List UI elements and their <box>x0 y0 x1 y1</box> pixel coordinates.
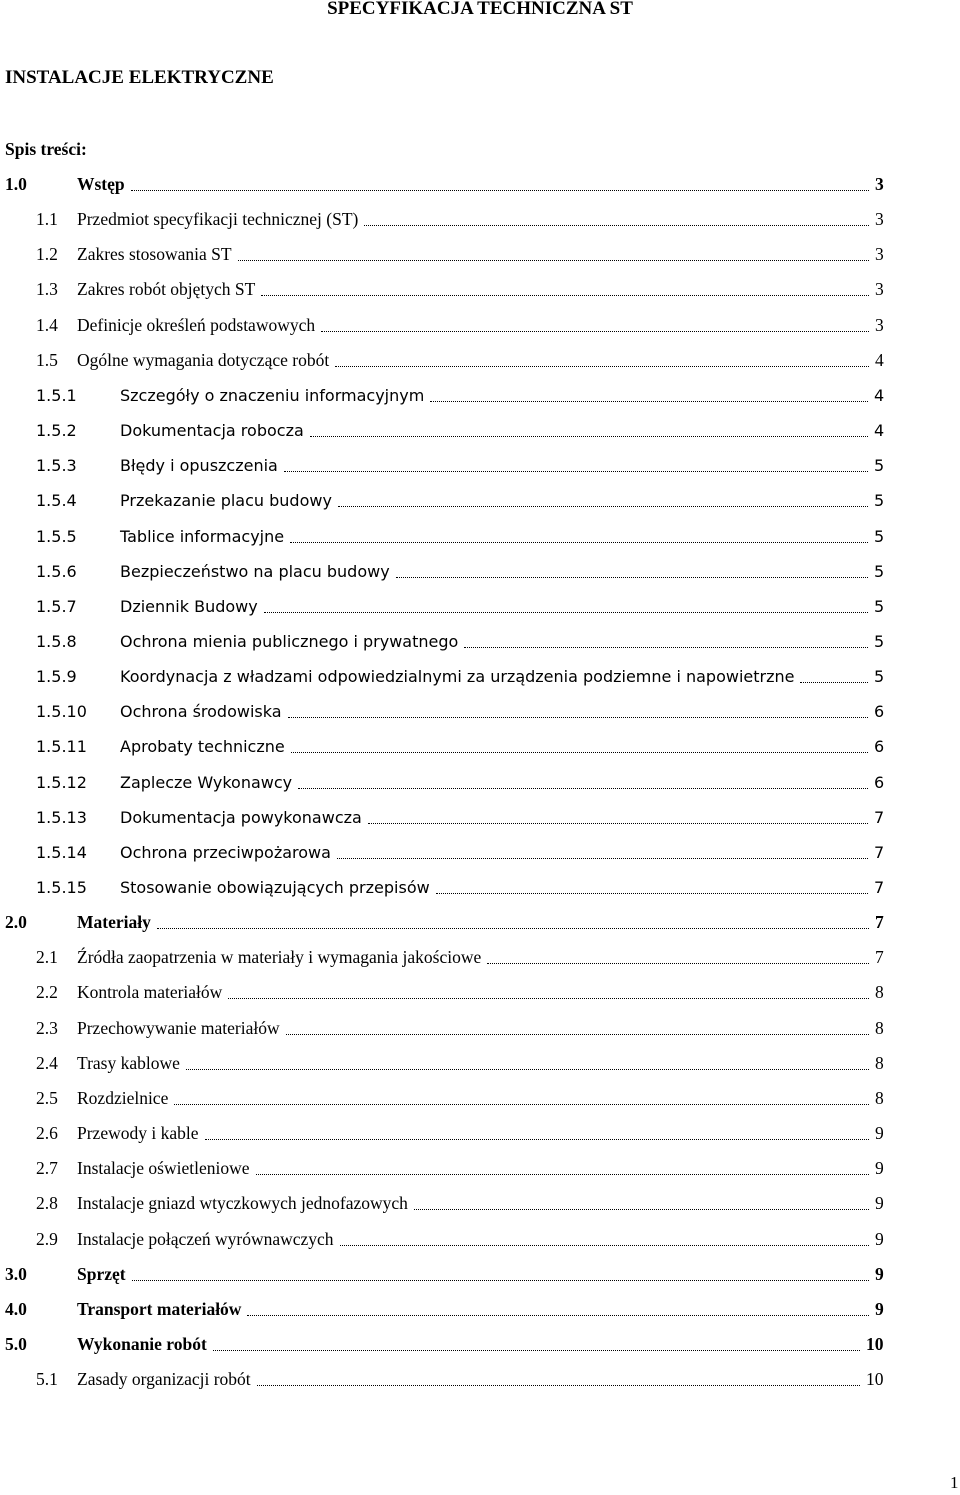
toc-entry-number: 1.2 <box>36 244 58 265</box>
toc-entry-number: 1.5.11 <box>36 737 87 757</box>
toc-entry[interactable] <box>0 1327 960 1362</box>
toc-entry-number: 1.5.15 <box>36 878 87 897</box>
toc-entry-number: 1.5.8 <box>36 631 77 651</box>
toc-entry-page: 10 <box>866 1333 884 1354</box>
toc-dot-leader <box>436 893 868 894</box>
page-number: 1 <box>950 1473 959 1492</box>
toc-entry-page: 9 <box>875 1263 884 1284</box>
toc-dot-leader <box>340 1245 869 1246</box>
toc-entry[interactable] <box>0 1222 960 1257</box>
toc-dot-leader <box>364 225 869 226</box>
toc-dot-leader <box>257 1385 860 1386</box>
toc-entry-title: Ochrona środowiska <box>120 702 282 722</box>
toc-dot-leader <box>205 1139 869 1140</box>
toc-entry-page: 6 <box>874 772 885 792</box>
toc-entry-title: Instalacje oświetleniowe <box>77 1158 250 1179</box>
toc-entry-title: Bezpieczeństwo na placu budowy <box>120 561 390 581</box>
toc-entry[interactable] <box>0 624 960 659</box>
toc-entry-title: Zakres robót objętych ST <box>77 279 256 300</box>
toc-entry-title: Transport materiałów <box>77 1298 242 1319</box>
toc-entry-title: Szczegóły o znaczeniu informacyjnym <box>120 385 425 405</box>
toc-entry-page: 9 <box>875 1123 884 1144</box>
toc-entry[interactable] <box>0 1116 960 1151</box>
toc-entry-number: 1.5.13 <box>36 807 87 827</box>
toc-entry[interactable] <box>0 905 960 940</box>
toc-entry-page: 5 <box>874 667 885 687</box>
toc-entry-title: Ogólne wymagania dotyczące robót <box>77 349 330 370</box>
toc-entry-page: 3 <box>875 314 884 335</box>
toc-entry[interactable] <box>0 800 960 835</box>
toc-entry[interactable] <box>0 413 960 448</box>
toc-entry-page: 5 <box>874 526 885 546</box>
toc-entry-title: Ochrona mienia publicznego i prywatnego <box>120 631 459 651</box>
toc-entry-number: 2.0 <box>5 912 27 933</box>
toc-entry[interactable] <box>0 729 960 764</box>
toc-entry[interactable] <box>0 975 960 1010</box>
toc-entry-title: Źródła zaopatrzenia w materiały i wymagania jakościowe <box>77 947 482 968</box>
toc-entry[interactable] <box>0 448 960 483</box>
toc-entry-title: Zasady organizacji robót <box>77 1369 251 1390</box>
toc-entry[interactable] <box>0 1186 960 1221</box>
toc-dot-leader <box>298 788 868 789</box>
toc-entry-number: 1.5.5 <box>36 526 77 546</box>
toc-entry-number: 1.5.1 <box>36 385 77 405</box>
toc-entry-page: 5 <box>874 596 885 616</box>
toc-entry-number: 2.1 <box>36 947 58 968</box>
toc-entry-page: 4 <box>874 421 885 441</box>
document-subtitle: INSTALACJE ELEKTRYCZNE <box>5 67 274 88</box>
toc-dot-leader <box>291 752 868 753</box>
toc-entry-title: Ochrona przeciwpożarowa <box>120 842 331 862</box>
toc-entry-page: 4 <box>874 385 885 405</box>
toc-entry-page: 8 <box>875 1017 884 1038</box>
toc-entry[interactable] <box>0 659 960 694</box>
toc-entry-number: 1.5.3 <box>36 456 77 476</box>
toc-entry-number: 1.5.4 <box>36 491 77 511</box>
toc-dot-leader <box>261 295 869 296</box>
toc-dot-leader <box>396 577 868 578</box>
toc-dot-leader <box>338 506 868 507</box>
toc-entry[interactable] <box>0 272 960 307</box>
toc-entry-number: 1.0 <box>5 174 27 194</box>
toc-dot-leader <box>286 1034 869 1035</box>
toc-dot-leader <box>310 436 868 437</box>
toc-entry-number: 1.5.12 <box>36 772 87 792</box>
toc-dot-leader <box>368 823 868 824</box>
toc-entry[interactable] <box>0 378 960 413</box>
toc-dot-leader <box>337 858 868 859</box>
toc-entry-page: 7 <box>875 947 884 968</box>
toc-entry-title: Dokumentacja robocza <box>120 421 304 441</box>
toc-entry-page: 8 <box>875 1087 884 1108</box>
toc-dot-leader <box>284 471 868 472</box>
toc-entry-page: 3 <box>875 174 884 194</box>
toc-dot-leader <box>414 1209 869 1210</box>
toc-entry-page: 9 <box>875 1158 884 1179</box>
toc-entry-number: 1.5.2 <box>36 421 77 441</box>
toc-entry-number: 1.3 <box>36 279 58 300</box>
toc-entry-title: Rozdzielnice <box>77 1087 169 1108</box>
toc-dot-leader <box>290 542 868 543</box>
document-title: SPECYFIKACJA TECHNICZNA ST <box>327 0 633 19</box>
toc-dot-leader <box>288 717 868 718</box>
toc-dot-leader <box>430 401 868 402</box>
toc-entry-title: Przewody i kable <box>77 1123 199 1144</box>
toc-entry-title: Koordynacja z władzami odpowiedzialnymi za urządzenia podziemne i napowietrzne <box>120 667 795 687</box>
toc-dot-leader <box>132 1280 869 1281</box>
toc-entry-page: 6 <box>874 737 885 757</box>
toc-entry-title: Definicje określeń podstawowych <box>77 314 316 335</box>
toc-entry-page: 8 <box>875 1052 884 1073</box>
toc-dot-leader <box>264 612 868 613</box>
toc-entry-title: Dokumentacja powykonawcza <box>120 807 362 827</box>
toc-dot-leader <box>464 647 868 648</box>
toc-entry[interactable] <box>0 870 960 905</box>
toc-dot-leader <box>800 682 868 683</box>
toc-entry[interactable] <box>0 765 960 800</box>
toc-dot-leader <box>157 928 869 929</box>
toc-dot-leader <box>256 1174 869 1175</box>
toc-entry-number: 2.5 <box>36 1087 58 1108</box>
toc-dot-leader <box>174 1104 869 1105</box>
toc-entry-number: 1.5 <box>36 349 58 370</box>
toc-entry-page: 3 <box>875 244 884 265</box>
toc-entry-title: Aprobaty techniczne <box>120 737 285 757</box>
toc-entry-page: 7 <box>874 842 885 862</box>
toc-entry-page: 4 <box>875 349 884 370</box>
toc-entry[interactable] <box>0 694 960 729</box>
toc-entry-title: Zakres stosowania ST <box>77 244 232 265</box>
toc-entry[interactable] <box>0 237 960 272</box>
toc-entry-title: Materiały <box>77 912 151 933</box>
toc-entry-number: 3.0 <box>5 1263 27 1284</box>
toc-entry[interactable] <box>0 308 960 343</box>
toc-entry-page: 9 <box>875 1298 884 1319</box>
toc-entry[interactable] <box>0 519 960 554</box>
toc-entry[interactable] <box>0 483 960 518</box>
toc-entry-number: 2.4 <box>36 1052 58 1073</box>
toc-entry-page: 8 <box>875 982 884 1003</box>
toc-entry-page: 9 <box>875 1228 884 1249</box>
toc-dot-leader <box>321 331 869 332</box>
toc-entry-page: 5 <box>874 561 885 581</box>
toc-entry-title: Błędy i opuszczenia <box>120 456 278 476</box>
toc-entry[interactable] <box>0 1011 960 1046</box>
toc-entry-number: 4.0 <box>5 1298 27 1319</box>
toc-entry-title: Dziennik Budowy <box>120 596 258 616</box>
toc-entry-page: 7 <box>874 878 885 897</box>
toc-dot-leader <box>213 1350 860 1351</box>
toc-entry-page: 3 <box>875 279 884 300</box>
toc-entry-title: Zaplecze Wykonawcy <box>120 772 293 792</box>
toc-entry-number: 1.1 <box>36 209 58 230</box>
toc-entry-title: Przedmiot specyfikacji technicznej (ST) <box>77 209 359 230</box>
toc-dot-leader <box>131 190 869 191</box>
toc-entry-number: 1.5.7 <box>36 596 77 616</box>
toc-entry-title: Sprzęt <box>77 1263 126 1284</box>
toc-entry-title: Wykonanie robót <box>77 1333 207 1354</box>
toc-entry-title: Kontrola materiałów <box>77 982 223 1003</box>
toc-entry[interactable] <box>0 1257 960 1292</box>
toc-entry[interactable] <box>0 167 960 202</box>
toc-entry-title: Stosowanie obowiązujących przepisów <box>120 878 430 897</box>
toc-entry-number: 5.1 <box>36 1369 58 1390</box>
toc-entry-title: Trasy kablowe <box>77 1052 180 1073</box>
toc-entry-page: 5 <box>874 456 885 476</box>
toc-entry-page: 3 <box>875 209 884 230</box>
toc-entry-title: Tablice informacyjne <box>120 526 285 546</box>
toc-entry[interactable] <box>0 554 960 589</box>
toc-heading: Spis treści: <box>5 139 87 159</box>
toc-entry-number: 2.2 <box>36 982 58 1003</box>
toc-dot-leader <box>238 260 869 261</box>
toc-entry-page: 6 <box>874 702 885 722</box>
toc-entry-number: 2.6 <box>36 1123 58 1144</box>
toc-dot-leader <box>487 963 869 964</box>
toc-entry-title: Wstęp <box>77 174 125 194</box>
toc-entry-number: 1.4 <box>36 314 58 335</box>
toc-dot-leader <box>335 366 869 367</box>
toc-entry-number: 2.7 <box>36 1158 58 1179</box>
toc-entry[interactable] <box>0 1046 960 1081</box>
toc-entry[interactable] <box>0 202 960 237</box>
toc-entry-number: 5.0 <box>5 1333 27 1354</box>
toc-entry-number: 1.5.9 <box>36 667 77 687</box>
toc-entry-title: Przekazanie placu budowy <box>120 491 332 511</box>
toc-entry-number: 2.3 <box>36 1017 58 1038</box>
toc-entry-number: 1.5.14 <box>36 842 87 862</box>
toc-entry-title: Przechowywanie materiałów <box>77 1017 280 1038</box>
toc-entry-number: 2.8 <box>36 1193 58 1214</box>
toc-entry[interactable] <box>0 1362 960 1397</box>
toc-entry[interactable] <box>0 940 960 975</box>
toc-entry-title: Instalacje gniazd wtyczkowych jednofazowych <box>77 1193 408 1214</box>
toc-entry-page: 10 <box>866 1369 884 1390</box>
toc-entry[interactable] <box>0 835 960 870</box>
toc-entry[interactable] <box>0 1292 960 1327</box>
toc-entry-number: 1.5.10 <box>36 702 87 722</box>
toc-entry-page: 5 <box>874 491 885 511</box>
toc-entry-number: 1.5.6 <box>36 561 77 581</box>
toc-entry-page: 7 <box>875 912 884 933</box>
toc-entry-title: Instalacje połączeń wyrównawczych <box>77 1228 334 1249</box>
toc-entry-number: 2.9 <box>36 1228 58 1249</box>
toc-entry[interactable] <box>0 343 960 378</box>
toc-dot-leader <box>228 998 869 999</box>
toc-entry-page: 7 <box>874 807 885 827</box>
toc-entry[interactable] <box>0 1151 960 1186</box>
toc-entry[interactable] <box>0 1081 960 1116</box>
toc-entry-page: 5 <box>874 631 885 651</box>
toc-entry-page: 9 <box>875 1193 884 1214</box>
toc-entry[interactable] <box>0 589 960 624</box>
toc-dot-leader <box>247 1315 869 1316</box>
toc-dot-leader <box>186 1069 869 1070</box>
